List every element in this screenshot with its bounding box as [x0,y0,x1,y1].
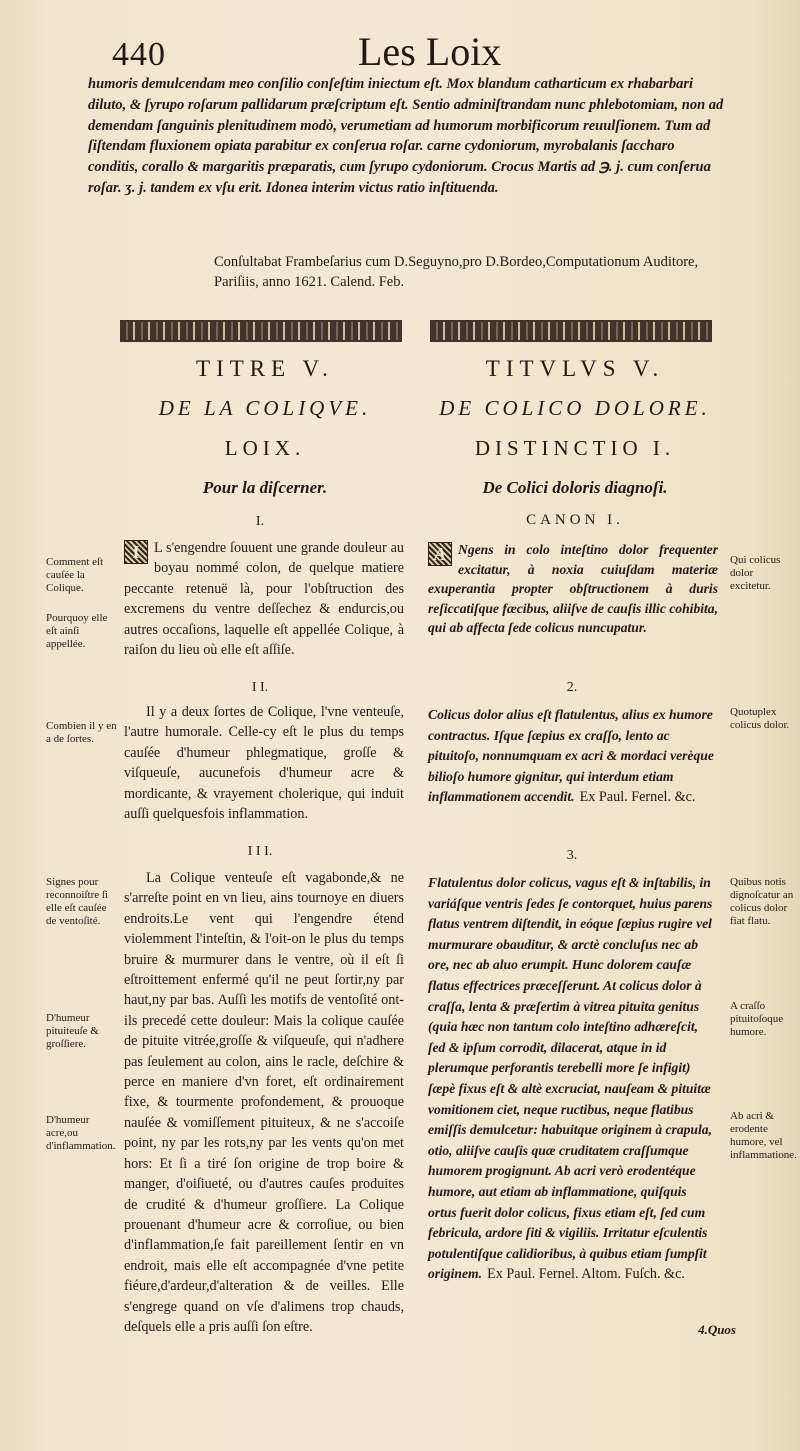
right-ornament [430,320,712,342]
left-paragraph-2: Il y a deux ſortes de Colique, l'vne venteuſe, l'autre humorale. Celle-cy eſt le plus du temps cauſée d'humeur phlegmatique, groſſe & viſqueuſe, aucunefois d'humeur acre & mordicante, & vrayement cholerique, qui induit auſſi quelquesfois inflammation. [124,704,404,823]
right-heading: De Colici doloris diagnoſi. [482,478,668,497]
right-margin-note-2: Quotuplex colicus dolor. [730,706,790,731]
right-dropcap: A [428,542,452,566]
catchword: 4.Quos [698,1322,736,1337]
left-margin-note-5: D'humeur pituiteuſe & groſſiere. [46,1012,99,1050]
right-paragraph-3-text: Flatulentus dolor colicus, vagus eſt & inſtabilis, in variáſque ventris ſedes ſe contorquet, huius parens flatus ventrem diſtendit, in eóque ſæpius rugire vel murmurare obauditur, & arctè concluſus nec ab ore, nec ab aluo erumpit. Hunc dolorem cauſæ flatus effectrices præceſſerunt. At colicus dolor à craſſa, lenta & præſertim à vitrea pituita genitus (quia hæc non tantum colo inteſtino adhæreſcit, ſed & ipſum corrodit, dilacerat, atque in id plerumque perforantis terebelli more ſe infigit) ſæpè fixus eſt & altè excruciat, nauſeam & pituitæ vomitionem ciet, neque ructibus, neque flatibus emiſſis demulcetur: habuitque originem à crapula, otio, aliiſve cauſis quæ cruditatem craſſumque humorem progignunt. Ab acri verò erodentéque humore, aut etiam ab inflammatione, quiſquis ortus fuerit dolor colicus, fixus etiam eſt, ſed cum febricula, ardore ſiti & vigiliis. Irritatur eſculentis potulentiſque calidioribus, à quibus etiam ſumpſit originem. [428,875,713,1282]
left-margin-note-3: Combien il y en a de ſortes. [46,720,117,745]
left-section: LOIX. [224,436,306,460]
right-margin-note-5: Ab acri & erodente humore, vel inflammatione. [730,1110,797,1161]
left-margin-note-6: D'humeur acre,ou d'inflammation. [46,1114,116,1152]
right-margin-note-3: Quibus notis dignoſcatur an colicus dolor fiat flatu. [730,876,794,927]
right-section: DISTINCTIO I. [474,436,676,460]
left-ornament [120,320,402,342]
right-title: TITVLVS V. [485,356,665,381]
left-number-2: I I. [251,680,269,695]
left-paragraph-1 [124,538,404,660]
left-subtitle: DE LA COLIQVE. [158,396,372,420]
right-paragraph-1-text: Ngens in colo inteſtino dolor frequenter excitatur, à noxia cuiuſdam materiæ exuperantia propter obſtructionem à duris reſiccatiſque fæcibus, aliiſve de cauſis illic cohibita, qui ab affecta ſede colicus nuncupatur. [428,542,718,636]
right-paragraph-3-source: Ex Paul. Fernel. Altom. Fuſch. &c. [487,1266,685,1283]
left-dropcap: I [124,540,148,564]
left-title: TITRE V. [196,356,334,381]
right-margin-note-4: A craſſo pituitoſoque humore. [730,1000,784,1038]
right-paragraph-1 [428,540,718,638]
right-paragraph-2 [428,704,718,808]
right-paragraph-3 [428,872,718,1285]
left-number-1: I. [255,514,265,529]
right-margin-note-1: Qui colicus dolor excitetur. [730,554,781,592]
right-number-3: 3. [566,848,578,863]
left-paragraph-1-text: L s'engendre ſouuent une grande douleur au boyau nommé colon, de quelque matiere peccante retenuë là, pour l'obſtruction des excremens du ventre deſſechez & endurcis,ou autres occaſions, laquelle eſt appellée Colique, à raiſon du lieu où elle eſt aſſiſe. [124,540,404,659]
left-heading: Pour la diſcerner. [202,478,328,497]
left-margin-note-2: Pourquoy elle eſt ainſi appellée. [46,612,108,650]
right-subtitle: DE COLICO DOLORE. [439,396,711,420]
right-paragraph-2-text: Colicus dolor alius eſt flatulentus, alius ex humore contractus. Iſque ſæpius ex craſſo, lento ac pituitoſo, nonnumquam ex acri & mordaci verèque bilioſo humore gignitur, qui interdum etiam inflammationem accendit. [428,707,714,805]
right-number-2: 2. [566,680,578,695]
right-paragraph-2-source: Ex Paul. Fernel. &c. [579,789,696,806]
top-paragraph: humoris demulcendam meo conſilio conſeſtim iniectum eſt. Mox blandum catharticum ex rhabarbari diluto, & ſyrupo roſarum pallidarum præſcriptum eſt. Sentio adminiſtrandam nunc phlebotomiam, non ad demendam ſanguinis plenitudinem modò, verumetiam ad humorum morbificorum reuulſionem. Tum ad ſiſtendam fluxionem opiata parabitur ex conſerua roſar. carne cydoniorum, myrobalanis ſaccharo conditis, corallo & margaritis præparatis, cum ſyrupo cydoniorum. Crocus Martis ad ℈. j. cum conſerua roſar. ʒ. j. tandem ex vſu erit. Idonea interim victus ratio inſtituenda. [88,76,724,196]
running-head: Les Loix [358,29,502,74]
right-canon: CANON I. [526,512,624,528]
consultation-note: Conſultabat Frambeſarius cum D.Seguyno,pro D.Bordeo,Computationum Auditore, Pariſiis, anno 1621. Calend. Feb. [214,254,699,290]
left-paragraph-3: La Colique venteuſe eſt vagabonde,& ne s'arreſte point en vn lieu, ains tournoye en diuers endroits.Le vent qui l'engendre étend violemment l'inteſtin, & l'oit-on le plus du temps bruire & murmurer dans le ventre, où il eſt ſi eſtroittement enfermé qu'il ne peut ſortir,ny par haut,ny par bas. Auſſi les motifs de ventoſité ont-ils precedé cette douleur: Mais la colique cauſée de pituite vitrée,groſſe & viſqueuſe, qui n'adhere pas ſeulement au colon, ains le racle, deſchire & perce en maniere d'vn foret, eſt ordinairement fixe, & tourmente profondement, & prouoque nauſée & vomiſſement pituiteux, & ne s'accoiſe point, ny par les rots,ny par les vents qu'on met hors: Et ſi a tiré ſon origine de trop boire & manger, d'oiſiueté, ou d'autres cauſes produites de crudité & d'humeur groſſiere. La Colique prouenant d'humeur acre & corroſiue, ou bien d'inflammation,ſe fait pareillement ſentir en vn endroit, mais elle eſt accompagnée d'vne petite fiéure,d'ardeur,d'alteration & de veilles. Elle s'engrege quand on vſe d'alimens trop chauds, deſquels elle a pris auſſi ſon eſtre. [124,870,404,1335]
left-margin-note-1: Comment eſt cauſée la Colique. [46,556,104,594]
page-number: 440 [112,36,166,73]
left-margin-note-4: Signes pour reconnoiſtre ſi elle eſt cauſée de ventoſité. [46,876,109,927]
left-number-3: I I I. [247,844,273,859]
